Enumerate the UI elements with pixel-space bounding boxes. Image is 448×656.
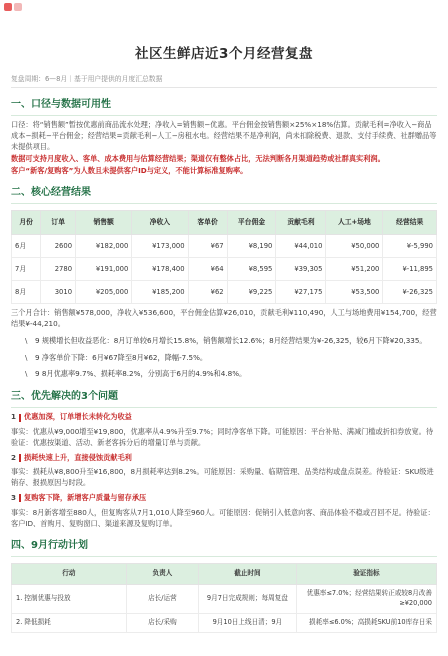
- column-header: 销售额: [76, 211, 132, 234]
- column-header: 平台佣金: [227, 211, 276, 234]
- table-cell: 优惠率≤7.0%；经营结果转正或较8月改善≥¥20,000: [296, 585, 436, 614]
- table-cell: ¥67: [188, 234, 227, 257]
- section-heading-action-plan: 四、9月行动计划: [11, 538, 437, 557]
- table-cell: ¥185,200: [132, 280, 188, 303]
- table-row: [12, 585, 437, 614]
- table-cell: ¥182,000: [76, 234, 132, 257]
- red-accent-bar: [19, 454, 21, 462]
- table-row: [12, 280, 437, 303]
- red-accent-bar: [19, 414, 21, 422]
- table-cell: ¥50,000: [326, 234, 383, 257]
- section-heading-data-availability: 一、口径与数据可用性: [11, 97, 437, 116]
- window-control-dot[interactable]: [4, 3, 12, 11]
- data-warning: 数据可支持月度收入、客单、成本费用与估算经营结果；渠道仅有整体占比，无法判断各月渠道趋势或社群真实利润。: [11, 153, 385, 163]
- section-heading-priority-issues: 三、优先解决的3个问题: [11, 389, 437, 408]
- list-item: [25, 369, 437, 380]
- section-heading-core-results: 二、核心经营结果: [11, 185, 437, 204]
- table-cell: ¥-5,990: [383, 234, 437, 257]
- column-header: 负责人: [126, 564, 198, 585]
- table-cell: ¥8,595: [227, 257, 276, 280]
- column-header: 经营结果: [383, 211, 437, 234]
- table-row: [12, 614, 437, 633]
- table-cell: 3010: [41, 280, 76, 303]
- issue-number: 1: [11, 412, 17, 422]
- table-header-row: [12, 211, 437, 234]
- page-subtitle: 复盘周期：6—8月｜基于用户提供的月度汇总数据: [11, 75, 163, 84]
- table-cell: ¥44,010: [276, 234, 326, 257]
- issue-block: [11, 493, 437, 529]
- list-item-text: 9 规模增长但收益恶化：8月订单较6月增长15.8%，销售额增长12.6%；8月经营结果为¥-26,325，较6月下降¥20,335。: [35, 335, 427, 345]
- issue-number: 2: [11, 452, 17, 462]
- table-cell: ¥8,190: [227, 234, 276, 257]
- backslash-icon: \: [25, 352, 28, 362]
- issue-detail: 事实：8月新客增至880人，但复购客从7月1,010人降至960人。可能原因：促销引入低意向客、商品体验不稳或召回不足。待验证：客户ID、首购月、复购窗口、渠道来源及复购订单。: [11, 507, 435, 528]
- issue-title-text: 优惠加深，订单增长未转化为收益: [24, 412, 132, 422]
- column-header: 行动: [12, 564, 127, 585]
- table-cell: 2. 降低损耗: [12, 614, 127, 633]
- issue-number: 3: [11, 492, 17, 502]
- table-cell: ¥173,000: [132, 234, 188, 257]
- table-cell: 6月: [12, 234, 41, 257]
- list-item-text: 9 8月优惠率9.7%、损耗率8.2%，分别高于6月的4.9%和4.8%。: [35, 369, 247, 379]
- column-header: 净收入: [132, 211, 188, 234]
- data-warning: 客户“新客/复购客”为人数且未提供客户ID与定义，不能计算标准复购率。: [11, 165, 248, 175]
- column-header: 截止时间: [199, 564, 297, 585]
- divider: [11, 87, 437, 88]
- list-item: [25, 336, 437, 347]
- list-item: [25, 353, 437, 364]
- page-title: 社区生鲜店近3个月经营复盘: [135, 46, 313, 62]
- table-cell: ¥9,225: [227, 280, 276, 303]
- table-cell: ¥53,500: [326, 280, 383, 303]
- table-cell: 损耗率≤6.0%；高损耗SKU前10库存日采: [296, 614, 436, 633]
- column-header: 人工+场地: [326, 211, 383, 234]
- table-cell: ¥178,400: [132, 257, 188, 280]
- table-cell: ¥191,000: [76, 257, 132, 280]
- table-cell: ¥39,305: [276, 257, 326, 280]
- table-cell: 店长/运营: [126, 585, 198, 614]
- monthly-results-table: [11, 210, 437, 304]
- backslash-icon: \: [25, 369, 28, 379]
- table-cell: ¥205,000: [76, 280, 132, 303]
- table-cell: 7月: [12, 257, 41, 280]
- issue-title: [11, 453, 437, 464]
- issue-title: [11, 493, 437, 504]
- window-control-dot[interactable]: [14, 3, 22, 11]
- column-header: 订单: [41, 211, 76, 234]
- issue-title-text: 损耗快速上升，直接侵蚀贡献毛利: [24, 452, 132, 462]
- column-header: 客单价: [188, 211, 227, 234]
- column-header: 验证指标: [296, 564, 436, 585]
- red-accent-bar: [19, 494, 21, 502]
- table-header-row: [12, 564, 437, 585]
- issue-detail: 事实：优惠从¥9,000增至¥19,800，优惠率从4.9%升至9.7%；同时净客单下降。可能原因：平台补贴、满减门槛或折扣券放宽。待验证：优惠按渠道、活动、新老客拆分后的增量订单与贡献。: [11, 426, 434, 447]
- table-cell: ¥-11,895: [383, 257, 437, 280]
- top-bar: [0, 0, 448, 14]
- key-findings-list: [11, 336, 437, 380]
- table-cell: 2600: [41, 234, 76, 257]
- table-cell: 2780: [41, 257, 76, 280]
- table-cell: 9月7日完成规则；每周复盘: [199, 585, 297, 614]
- action-plan-table: [11, 563, 437, 633]
- list-item-text: 9 净客单价下降：6月¥67降至8月¥62，降幅-7.5%。: [35, 352, 208, 362]
- issue-block: [11, 412, 437, 448]
- table-cell: ¥64: [188, 257, 227, 280]
- totals-summary: 三个月合计：销售额¥578,000，净收入¥536,600，平台佣金估算¥26,010，贡献毛利¥110,490，人工与场地费用¥154,700，经营结果¥-44,210。: [11, 308, 437, 328]
- table-cell: 9月10日上线日清；9月: [199, 614, 297, 633]
- column-header: 月份: [12, 211, 41, 234]
- document-content: [0, 44, 448, 633]
- table-cell: 1. 控制优惠与投放: [12, 585, 127, 614]
- table-cell: ¥51,200: [326, 257, 383, 280]
- issue-title: [11, 412, 437, 423]
- issue-detail: 事实：损耗从¥8,800升至¥16,800，8月损耗率达到8.2%。可能原因：采购量、临期管理、品类结构或盘点误差。待验证：SKU级进销存、报损原因与时段。: [11, 467, 434, 488]
- issue-title-text: 复购客下降，新增客户质量与留存承压: [24, 492, 147, 502]
- table-row: [12, 257, 437, 280]
- table-cell: ¥27,175: [276, 280, 326, 303]
- issue-block: [11, 453, 437, 489]
- backslash-icon: \: [25, 335, 28, 345]
- table-cell: 店长/采购: [126, 614, 198, 633]
- table-cell: ¥62: [188, 280, 227, 303]
- table-cell: 8月: [12, 280, 41, 303]
- column-header: 贡献毛利: [276, 211, 326, 234]
- table-cell: ¥-26,325: [383, 280, 437, 303]
- definition-paragraph: 口径：将“销售额”暂按优惠前商品流水处理；净收入=销售额−优惠。平台佣金按销售额×25%×18%估算。贡献毛利=净收入−商品成本−损耗−平台佣金；经营结果=贡献毛利−人工−房租水电。经营结果不是净利润，尚未扣除税费、退款、支付手续费、社群赠品等未提供项目。: [11, 120, 437, 152]
- table-row: [12, 234, 437, 257]
